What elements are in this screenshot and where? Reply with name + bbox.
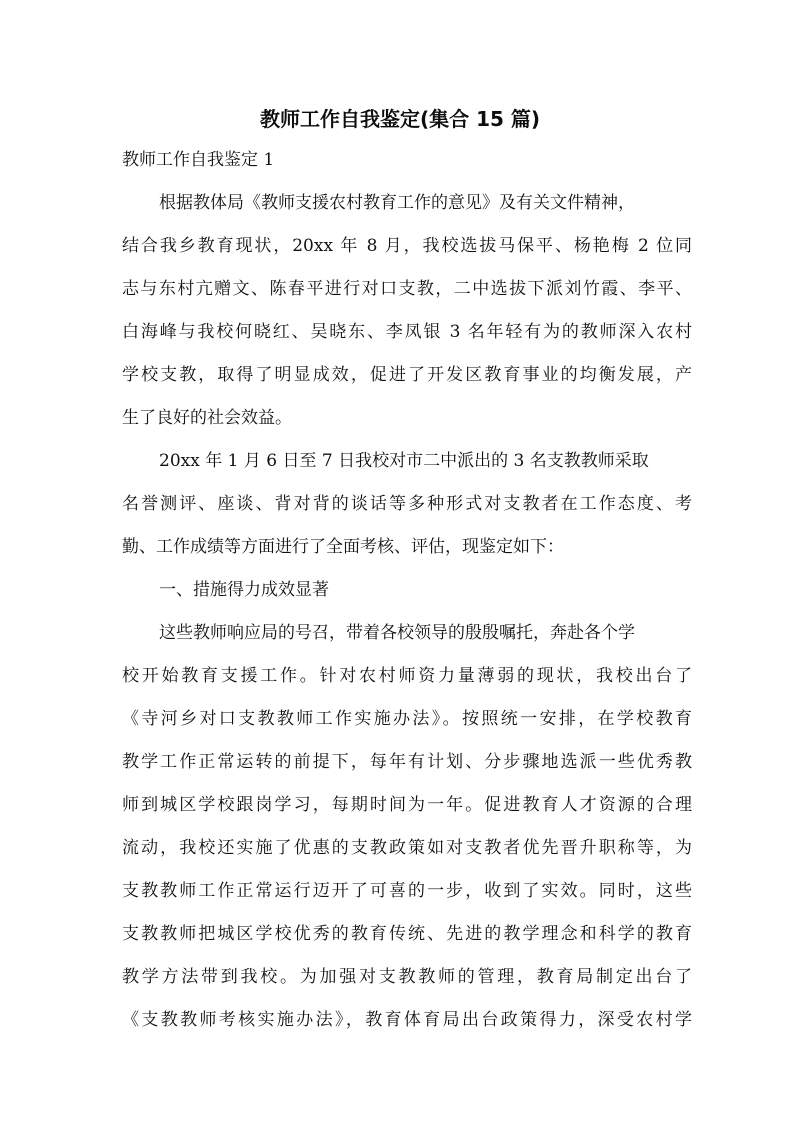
paragraph-2-line-1: 20xx 年 1 月 6 日至 7 日我校对市二中派出的 3 名支教教师采取 — [159, 451, 649, 471]
document-body — [122, 188, 692, 1048]
paragraph-3-line-2: 校开始教育支援工作。针对农村师资力量薄弱的现状，我校出台了 — [122, 666, 692, 686]
paragraph-3-line-7: 支教教师工作正常运行迈开了可喜的一步，收到了实效。同时，这些 — [122, 881, 692, 901]
paragraph-3-line-6: 流动，我校还实施了优惠的支教政策如对支教者优先晋升职称等，为 — [122, 838, 692, 858]
paragraph-3-line-8: 支教教师把城区学校优秀的教育传统、先进的教学理念和科学的教育 — [122, 924, 692, 944]
paragraph-3-line-5: 师到城区学校跟岗学习，每期时间为一年。促进教育人才资源的合理 — [122, 795, 692, 815]
paragraph-3-line-3: 《寺河乡对口支教教师工作实施办法》。按照统一安排，在学校教育 — [122, 709, 692, 729]
paragraph-2-line-3: 勤、工作成绩等方面进行了全面考核、评估，现鉴定如下： — [122, 537, 564, 557]
paragraph-1-line-4: 白海峰与我校何晓红、吴晓东、李凤银 3 名年轻有为的教师深入农村 — [122, 322, 692, 342]
paragraph-3-line-4: 教学工作正常运转的前提下，每年有计划、分步骤地选派一些优秀教 — [122, 752, 692, 772]
paragraph-3-line-10: 《支教教师考核实施办法》，教育体育局出台政策得力，深受农村学 — [122, 1010, 692, 1030]
section-subtitle: 教师工作自我鉴定 1 — [122, 150, 275, 170]
paragraph-3-line-1: 这些教师响应局的号召，带着各校领导的殷殷嘱托，奔赴各个学 — [159, 623, 635, 643]
paragraph-2-line-2: 名誉测评、座谈、背对背的谈话等多种形式对支教者在工作态度、考 — [122, 494, 692, 514]
paragraph-3-line-9: 教学方法带到我校。为加强对支教教师的管理，教育局制定出台了 — [122, 967, 692, 987]
paragraph-1-line-3: 志与东村亢赠文、陈春平进行对口支教，二中选拔下派刘竹霞、李平、 — [122, 279, 692, 299]
document-title: 教师工作自我鉴定(集合 15 篇) — [259, 107, 541, 131]
paragraph-1-line-2: 结合我乡教育现状，20xx 年 8 月，我校选拔马保平、杨艳梅 2 位同 — [122, 236, 692, 256]
paragraph-1-line-5: 学校支教，取得了明显成效，促进了开发区教育事业的均衡发展，产 — [122, 365, 692, 385]
paragraph-1-line-6: 生了良好的社会效益。 — [122, 408, 292, 428]
section-heading-1: 一、措施得力成效显著 — [159, 580, 329, 600]
paragraph-1-line-1: 根据教体局《教师支援农村教育工作的意见》及有关文件精神， — [159, 193, 635, 213]
